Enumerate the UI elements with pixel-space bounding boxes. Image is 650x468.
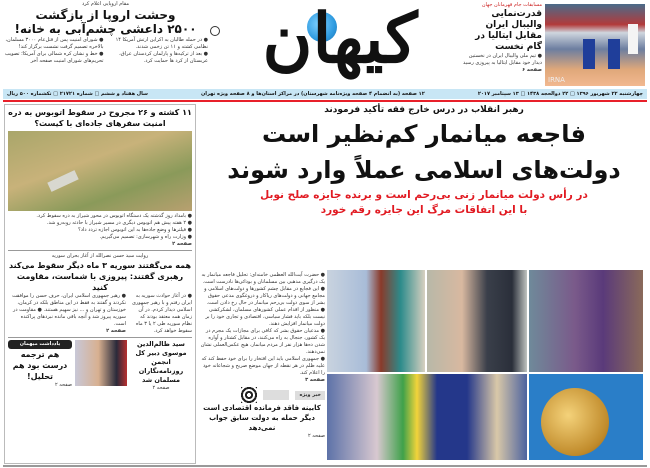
lead-story-body: ● حضرت آیت‌الله العظمی خامنه‌ای: تحلیل فاجعه میانمار به یک درگیری مذهبی بین مسلمانان و بودائی‌ها نادرست است. ● این فجایع در مقابل چشم کشورها و دولت‌های اسلامی و مجامع جهانی و دولت‌های ریاکار و دروغگوی مدعی حقوق بشر از سوی دولت بی‌رحم میانمار در حال رخ دادن است. ● منظور از اقدام عملی کشورهای مسلمان، لشکرکشی نیست بلکه باید فشار سیاسی، اقتصادی و تجاری خود را بر دولت میانمار افزایش دهند. ● مدعیان حقوق بشر که کافی برای مجازات یک مجرم در یک کشور، جنجال به راه می‌کنند، در مقابل کشتار و آواره شدن ده‌ها هزار نفر از مردم میانمار، هیچ عکس‌العملی نشان نمی‌دهند. ● جمهوری اسلامی باید این افتخار را برای خود حفظ کند که علیه ظلم در هر نقطه از جهان موضع صریح و شجاعانه خود را اعلام کند. صفحه ۳ [200,272,325,383]
left-column [8,107,192,392]
photo-obama [427,270,527,372]
divider [3,100,647,102]
mousavi-photo [75,340,127,386]
bus-headline[interactable]: ۱۱ کشته و ۲۶ مجروح در سقوط اتوبوس به دره امنیت سفرهای جاده‌ای با کیست؟ [8,108,192,128]
bus-crash-photo [8,131,192,211]
sports-story[interactable]: مسابقات جام قهرمانان جهان قدرت‌نمایی والیبال ایران مقابل ایتالیا در گام نخست ● تیم ملی والیبال ایران در نخستین دیدار خود مقابل ایتالیا به پیروزی رسید صفحه ۶ [463,2,542,73]
mousavi-story[interactable]: سید ظالم‌الدین موسوی دبیر کل انجمن روزنامه‌نگاران مسلمان شد صفحه ۲ [135,340,187,391]
lead-story[interactable]: رهبر انقلاب در درس خارج فقه تأکید فرمودند فاجعه میانمار کم‌نظیر است دولت‌های اسلامی عملاً وارد شوند در رأس دولت میانمار زنی بی‌رحم است و برنده جایزه صلح نوبل با این اتفاقات مرگ این جایزه رقم خورد [200,104,648,217]
divider [3,465,647,467]
note-story[interactable]: یادداشت میهمان هم ترجمه درست بود هم تحلیل! صفحه ۲ [8,340,72,389]
photo-speech [529,270,643,372]
photo-nobel-medal [529,374,643,460]
divider [8,337,192,338]
syria-story[interactable]: روایت سید حسن نصرالله از آغاز بحران سوریه همه می‌گفتند سوریه ۳ ماه دیگر سقوط می‌کند رهبری گفتند: پیروزی با شماست، مقاومت کنید ● در آغاز حوادث سوریه به ایران رفتم و با رهبر جمهوری اسلامی دیدار کردم. در آن زمان همه معتقد بودند که نظام سوریه طی ۲ یا ۳ ماه سقوط خواهد کرد. ● رهبر جمهوری اسلامی ایران، حرف حسن را موافقت نکردند و گفتند به فقط در این مناطق بلکه در کرمان، خوزستان و تهران و ... نیز سهیم هستند. ● مقاومت در سوریه پیروز شد و آنچه باقی مانده نبردهای پراکنده است. صفحه ۲ [8,253,192,334]
special-news[interactable]: خبر ویژه کابینه فاقد فرمانده اقتصادی است دیگر حمله به دولت سابق جواب نمی‌دهد صفحه ۲ [199,387,325,440]
main-headline: فاجعه میانمار کم‌نظیر است [262,120,586,148]
europe-story[interactable]: مقام اروپایی اعلام کرد وحشت اروپا از بازگشت ۲۵۰۰ داعشی چشم‌آبی به خانه! ● در حمله طالبان به اکراین ارتش آمریکا ۱۴ نظامی کشته و ۱۱ تن زخمی شدند. ● بعد از ترکیه‌ها و پارلمان کردستان عراق، عربستان از کرد ها حمایت کرد. ● شورای امنیت پس از قتل‌عام ۳۰۰۰ مسلمان، بالاخره تصمیم گرفت نشست برگزار کند! ● خط و نشان کره شمالی برای آمریکا؛ تصویب تحریم‌های شورای امنیت صفحه آخر [4,1,208,64]
volleyball-photo: IRNA [545,4,645,86]
dateline-bar: چهارشنبه ۲۲ شهریور ۱۳۹۶ □ ۲۲ ذوالحجه ۱۴۳۸ □ ۱۳ سپتامبر ۲۰۱۷ ۱۲ صفحه (به انضمام ۴ صفحه ویژه‌نامه شهرستان) در مراکز استان‌ها و ۸ صفحه ویژه تهران سال هفتاد و ششم □ شماره ۲۱۷۲۱ □ تکشماره ۵۰۰ ریال [3,89,647,99]
photo-handshake [327,270,425,372]
middle-column [199,272,325,440]
masthead-logo: کیهان [262,0,418,79]
bus-body: ● بامداد روز گذشته یک دستگاه اتوبوس در محور شیراز به دره سقوط کرد. ● ۲ هفته پیش هم اتوبوس دیگری در مسیر شیراز با حادثه روبه‌رو شد. ● فیلترها و وضع جاده‌ها به این اتوبوس اجازه تردد داد؟ ● وزارت راه و شهرسازی: تصمیم می‌گیریم. صفحه ۲ [36,213,192,247]
divider [8,250,192,251]
photo-eu-press [327,374,527,460]
registration-mark-icon [210,26,220,36]
spiral-icon [241,387,257,403]
